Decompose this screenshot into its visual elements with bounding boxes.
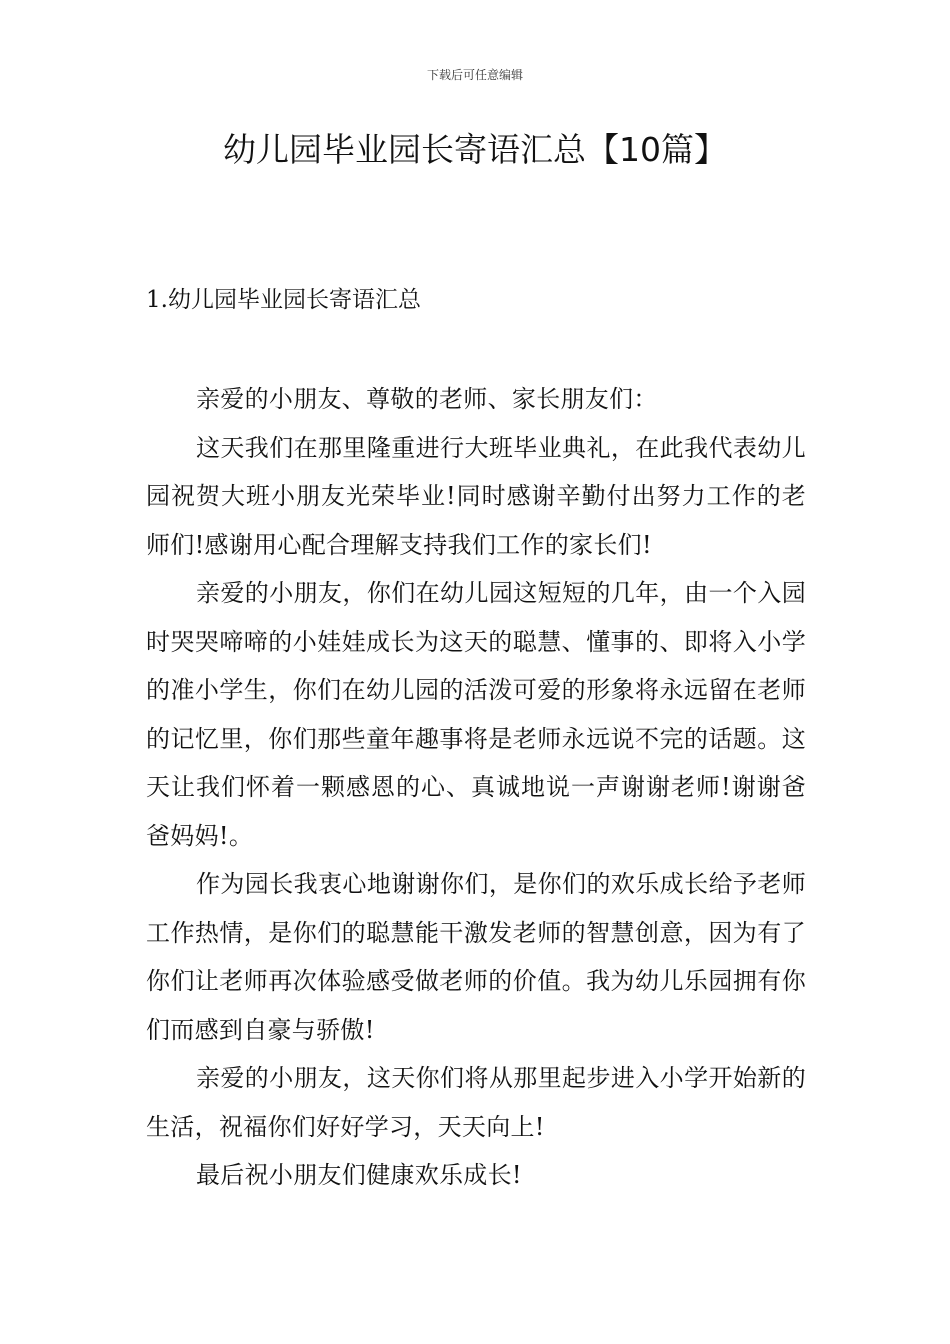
paragraph: 作为园长我衷心地谢谢你们，是你们的欢乐成长给予老师工作热情，是你们的聪慧能干激发老师的智慧创意，因为有了你们让老师再次体验感受做老师的价值。我为幼儿乐园拥有你们而感到自豪与骄傲! — [146, 870, 806, 1044]
paragraph: 亲爱的小朋友，这天你们将从那里起步进入小学开始新的生活，祝福你们好好学习，天天向上! — [146, 1064, 806, 1141]
paragraph: 这天我们在那里隆重进行大班毕业典礼，在此我代表幼儿园祝贺大班小朋友光荣毕业!同时感谢辛勤付出努力工作的老师们!感谢用心配合理解支持我们工作的家长们! — [146, 433, 806, 559]
document-title: 幼儿园毕业园长寄语汇总【10篇】 — [223, 130, 727, 169]
paragraph-greeting: 亲爱的小朋友、尊敬的老师、家长朋友们： — [196, 385, 658, 413]
header-note: 下载后可任意编辑 — [426, 68, 523, 82]
paragraph-closing: 最后祝小朋友们健康欢乐成长! — [196, 1161, 522, 1189]
paragraph: 亲爱的小朋友，你们在幼儿园这短短的几年，由一个入园时哭哭啼啼的小娃娃成长为这天的聪慧、懂事的、即将入小学的准小学生，你们在幼儿园的活泼可爱的形象将永远留在老师的记忆里，你们那些童年趣事将是老师永远说不完的话题。这天让我们怀着一颗感恩的心、真诚地说一声谢谢老师!谢谢爸爸妈妈!。 — [146, 579, 806, 850]
document-body — [146, 375, 806, 1200]
section-heading: 1.幼儿园毕业园长寄语汇总 — [146, 287, 421, 313]
